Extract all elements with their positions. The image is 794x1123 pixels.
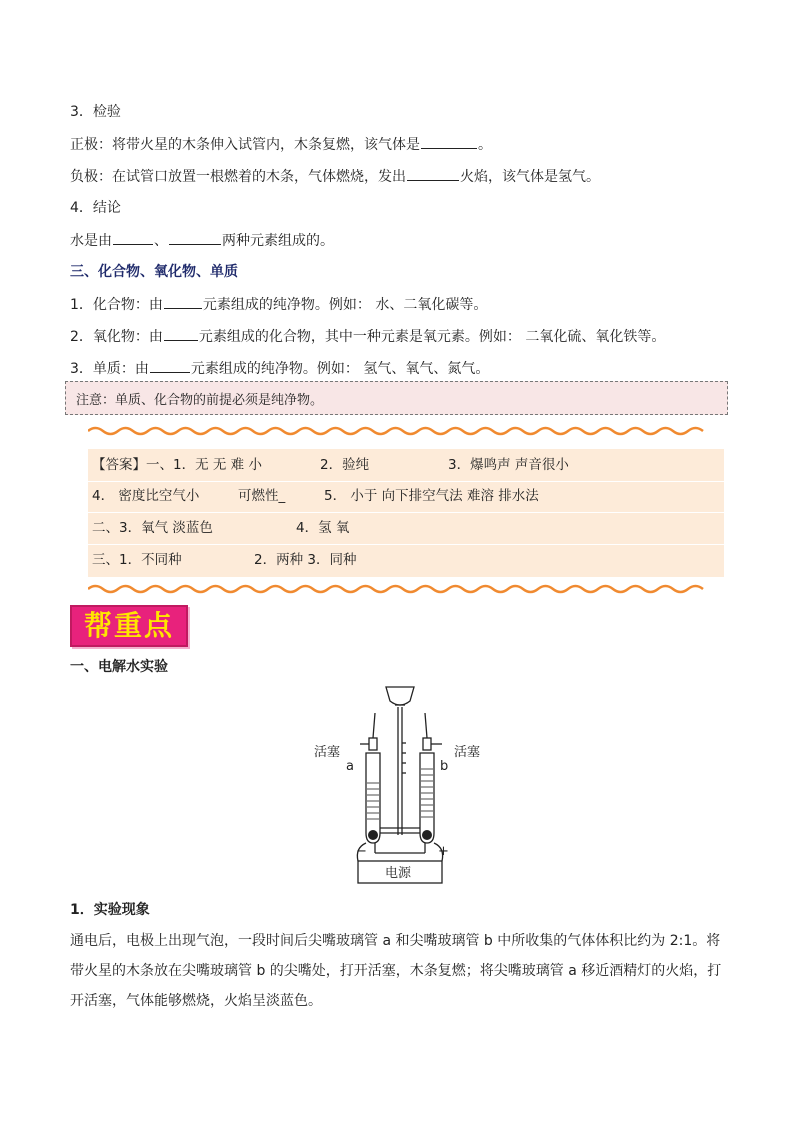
positive-pole-line (70, 134, 492, 155)
heading-phenomenon: 1．实验现象 (70, 902, 150, 918)
answer-cell: 5． 小于 向下排空气法 难溶 排水法 (324, 488, 539, 504)
conclusion-text-b: 两种元素组成的。 (222, 233, 334, 249)
label-tube-a: a (346, 759, 354, 774)
conclusion-text-a: 水是由 (70, 233, 112, 249)
oxide-line (70, 326, 665, 347)
answer-row (88, 450, 724, 482)
answer-cell: 二、3．氧气 淡蓝色 (92, 520, 213, 536)
oxide-text-b: 元素组成的化合物，其中一种元素是氧元素。例如： 二氧化硫、氧化铁等。 (198, 329, 666, 345)
blank (113, 230, 153, 245)
element-text-b: 元素组成的纯净物。例如： 氢气、氧气、氮气。 (190, 361, 490, 377)
wave-divider-top (88, 425, 708, 437)
blank (150, 358, 190, 373)
element-line (70, 358, 489, 379)
element-text-a: 3．单质：由 (70, 361, 149, 377)
electrolysis-apparatus-figure (300, 683, 500, 888)
answer-cell: 三、1．不同种 (92, 552, 182, 568)
blank (421, 134, 477, 149)
blank (169, 230, 221, 245)
answer-cell: 4．氢 氧 (296, 520, 350, 536)
note-box (65, 381, 728, 415)
conclusion-line (70, 230, 334, 251)
answer-row (88, 513, 724, 545)
label-minus: − (356, 844, 367, 859)
phenomenon-paragraph: 通电后，电极上出现气泡，一段时间后尖嘴玻璃管 a 和尖嘴玻璃管 b 中所收集的气体体积比约为 2:1。将带火星的木条放在尖嘴玻璃管 b 的尖嘴处，打开活塞，木条复燃；将尖嘴玻璃管 a 移近酒精灯的火焰，打开活塞，气体能够燃烧，火焰呈淡蓝色。 (70, 933, 722, 1009)
section-title-electrolysis: 一、电解水实验 (70, 659, 168, 675)
label-stopcock-left: 活塞 (314, 745, 341, 760)
note-text: 注意：单质、化合物的前提必须是纯净物。 (76, 393, 324, 408)
positive-pole-end: 。 (478, 137, 492, 153)
answer-cell: 3．爆鸣声 声音很小 (448, 457, 569, 473)
answer-cell: 可燃性_ (238, 488, 286, 504)
compound-line (70, 294, 487, 315)
negative-pole-end: 火焰，该气体是氢气。 (460, 169, 600, 185)
label-stopcock-right: 活塞 (454, 745, 481, 760)
answer-row (88, 545, 724, 576)
label-power: 电源 (385, 866, 412, 881)
key-points-badge (70, 605, 188, 647)
answer-cell: 2．两种 3．同种 (254, 552, 357, 568)
positive-pole-text: 正极：将带火星的木条伸入试管内，木条复燃，该气体是 (70, 137, 420, 153)
heading-conclusion: 4．结论 (70, 200, 121, 216)
label-tube-b: b (440, 759, 449, 774)
compound-text-b: 元素组成的纯净物。例如： 水、二氧化碳等。 (202, 297, 488, 313)
section-title-compounds: 三、化合物、氧化物、单质 (70, 264, 238, 280)
badge-text: 帮重点 (83, 609, 174, 642)
blank (407, 166, 459, 181)
conclusion-sep: 、 (154, 233, 168, 249)
answer-cell: 【答案】一、1．无 无 难 小 (92, 457, 262, 473)
blank (164, 294, 202, 309)
wave-divider-bottom (88, 583, 708, 595)
label-plus: + (438, 844, 449, 859)
heading-test: 3．检验 (70, 104, 121, 120)
answer-row (88, 481, 724, 513)
negative-pole-text: 负极：在试管口放置一根燃着的木条，气体燃烧，发出 (70, 169, 406, 185)
oxide-text-a: 2．氧化物：由 (70, 329, 163, 345)
blank (164, 326, 198, 341)
answer-cell: 4． 密度比空气小 (92, 488, 200, 504)
answer-box (88, 449, 724, 577)
negative-pole-line (70, 166, 600, 187)
compound-text-a: 1．化合物：由 (70, 297, 163, 313)
answer-cell: 2．验纯 (320, 457, 370, 473)
